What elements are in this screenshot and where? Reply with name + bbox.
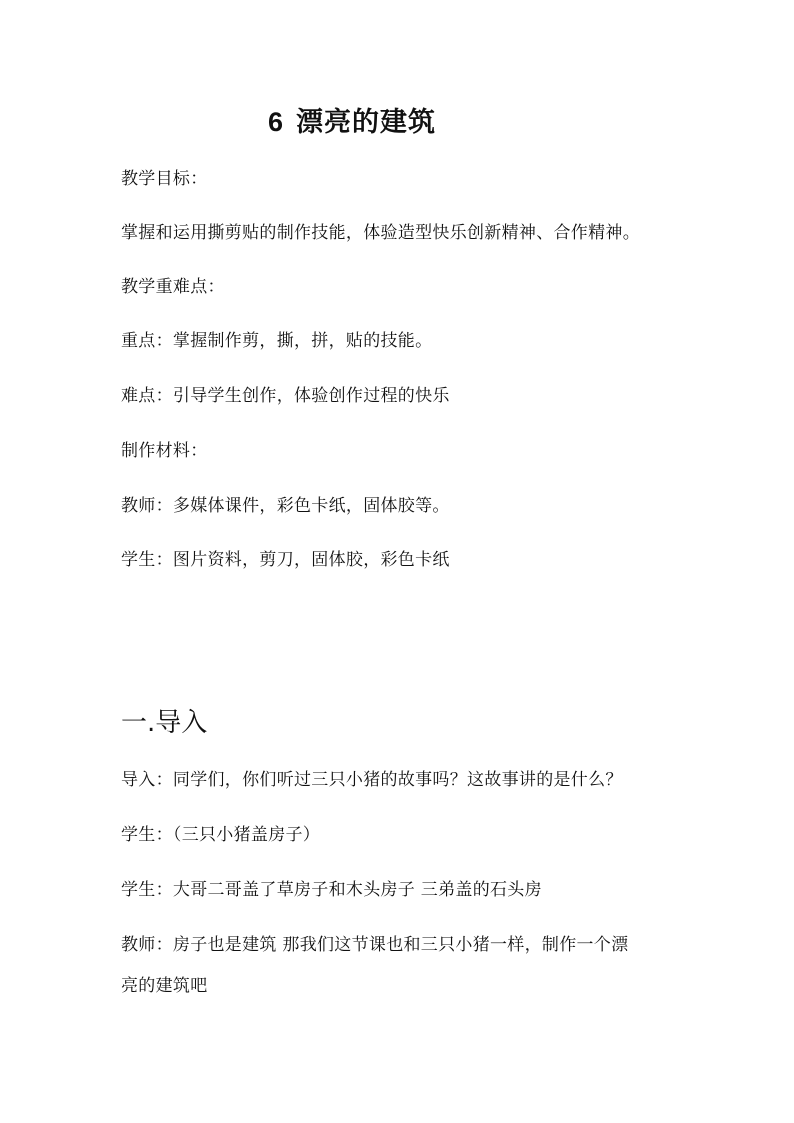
teacher-closing-line-2: 亮的建筑吧	[121, 976, 208, 996]
teacher-closing-line-1: 教师：房子也是建筑 那我们这节课也和三只小猪一样，制作一个漂	[121, 935, 629, 955]
teaching-goals-label: 教学目标：	[121, 169, 208, 189]
teacher-materials-text: 教师：多媒体课件，彩色卡纸，固体胶等。	[121, 496, 450, 516]
document-title	[268, 100, 436, 139]
lesson-title: 漂亮的建筑	[296, 107, 437, 138]
key-points-label: 教学重难点：	[121, 277, 225, 297]
difficulty-text: 难点：引导学生创作，体验创作过程的快乐	[121, 386, 450, 406]
student-answer-2: 学生：大哥二哥盖了草房子和木头房子 三弟盖的石头房	[121, 880, 542, 900]
lesson-number: 6	[268, 107, 285, 137]
teaching-goals-text: 掌握和运用撕剪贴的制作技能，体验造型快乐创新精神、合作精神。	[121, 223, 640, 243]
materials-label: 制作材料：	[121, 441, 208, 461]
student-answer-1: 学生：（三只小猪盖房子）	[121, 825, 321, 845]
student-materials-text: 学生：图片资料，剪刀，固体胶，彩色卡纸	[121, 550, 450, 570]
section-heading: 一.导入	[121, 708, 208, 738]
intro-question-text: 导入：同学们，你们听过三只小猪的故事吗？这故事讲的是什么？	[121, 770, 623, 790]
key-point-text: 重点：掌握制作剪，撕，拼，贴的技能。	[121, 331, 433, 351]
